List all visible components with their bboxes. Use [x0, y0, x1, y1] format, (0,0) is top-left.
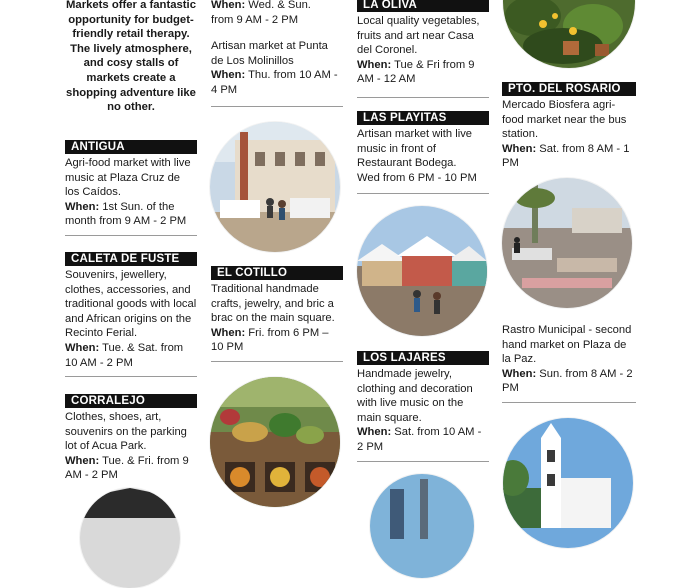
photo-col3-bottom [370, 474, 474, 578]
intro-text: Markets offer a fantastic opportunity for budget-friendly retail therapy. The lively atmosphere, and cosy stalls of markets create a shopping adventure like no other. [66, 0, 196, 114]
photo-flea-market [502, 178, 632, 308]
pto-del-rosario-heading: PTO. DEL ROSARIO [502, 82, 636, 96]
la-oliva-description: Local quality vegetables, fruits and art near Casa del Coronel. [357, 15, 480, 57]
photo-antigua-street [210, 122, 340, 252]
las-playitas-section [357, 111, 489, 194]
caleta-when [65, 341, 197, 370]
los-lajares-section [357, 351, 489, 462]
divider [357, 97, 489, 98]
divider [65, 376, 197, 377]
la-oliva-heading: LA OLIVA [357, 0, 489, 12]
corralejo-when-text: Tue. & Fri. from 9 AM - 2 PM [65, 454, 189, 482]
church-photo-icon [503, 418, 633, 548]
rastro-description: Rastro Municipal - second hand market on Plaza de la Paz. [502, 324, 632, 366]
caleta-heading: CALETA DE FUSTE [65, 252, 197, 266]
caleta-when-text: Tue. & Sat. from 10 AM - 2 PM [65, 341, 184, 369]
antigua-description: Agri-food market with live music at Plaza Cruz de los Caídos. [65, 157, 191, 199]
photo-church [503, 418, 633, 548]
when-label: When: [65, 341, 100, 354]
column-1 [65, 0, 197, 115]
pto-del-rosario-when [502, 142, 636, 171]
las-playitas-heading: LAS PLAYITAS [357, 111, 489, 125]
la-oliva-section [357, 0, 489, 98]
rastro-when [502, 367, 636, 396]
los-lajares-heading: LOS LAJARES [357, 351, 489, 365]
la-oliva-when [357, 58, 489, 87]
el-cotillo-when-text: Fri. from 6 PM – 10 PM [211, 326, 329, 354]
when-label: When: [65, 454, 100, 467]
corralejo-heading: CORRALEJO [65, 394, 197, 408]
molinillos-when [211, 68, 343, 97]
divider [357, 461, 489, 462]
el-cotillo-section [211, 266, 343, 362]
column-2 [211, 0, 343, 107]
top-when-text-2: from 9 AM - 2 PM [211, 13, 299, 26]
rastro-when-text: Sun. from 8 AM - 2 PM [502, 367, 633, 395]
las-playitas-when: Wed from 6 PM - 10 PM [357, 171, 477, 184]
pto-del-rosario-section [502, 82, 636, 171]
when-label: When: [211, 0, 246, 11]
when-label: When: [357, 426, 392, 439]
caleta-description: Souvenirs, jewellery, clothes, accessories, and traditional goods with local and African origins on the Recinto Ferial. [65, 269, 197, 340]
los-lajares-when [357, 425, 489, 454]
divider [502, 402, 636, 403]
antigua-when [65, 200, 197, 229]
when-label: When: [502, 367, 537, 380]
pto-del-rosario-description: Mercado Biosfera agri-food market near the bus station. [502, 99, 627, 141]
divider [357, 193, 489, 194]
el-cotillo-description: Traditional handmade crafts, jewelry, and bric a brac on the main square. [211, 283, 335, 325]
market-tents-photo-icon [357, 206, 487, 336]
plants-photo-icon [503, 0, 635, 68]
top-when [211, 0, 343, 27]
molinillos-description: Artisan market at Punta de Los Molinillos [211, 40, 328, 67]
las-playitas-description: Artisan market with live music in front of Restaurant Bodega. [357, 128, 473, 170]
town-photo-icon [370, 474, 474, 578]
when-label: When: [65, 200, 100, 213]
corralejo-when [65, 454, 197, 483]
photo-produce-stall [210, 377, 340, 507]
flea-market-photo-icon [502, 178, 632, 308]
antigua-section [65, 140, 197, 236]
los-lajares-when-text: Sat. from 10 AM - 2 PM [357, 426, 482, 453]
market-photo-icon [80, 488, 180, 588]
caleta-section [65, 252, 197, 377]
photo-bottom-col1 [80, 488, 180, 588]
los-lajares-description: Handmade jewelry, clothing and decoration with live music on the main square. [357, 368, 473, 424]
when-label: When: [357, 58, 392, 71]
molinillos-when-text: Thu. from 10 AM - 4 PM [211, 69, 338, 96]
pto-del-rosario-when-text: Sat. from 8 AM - 1 PM [502, 142, 630, 170]
when-label: When: [502, 142, 537, 155]
corralejo-section [65, 394, 197, 483]
la-oliva-when-text: Tue & Fri from 9 AM - 12 AM [357, 58, 475, 86]
el-cotillo-heading: EL COTILLO [211, 266, 343, 280]
divider [211, 361, 343, 362]
divider [211, 106, 343, 107]
when-label: When: [211, 326, 246, 339]
photo-market-tents [357, 206, 487, 336]
antigua-heading: ANTIGUA [65, 140, 197, 154]
divider [65, 235, 197, 236]
antigua-when-text: 1st Sun. of the month from 9 AM - 2 PM [65, 200, 187, 228]
market-street-photo-icon [210, 122, 340, 252]
rastro-municipal-section [502, 323, 636, 403]
photo-plants [503, 0, 635, 68]
corralejo-description: Clothes, shoes, art, souvenirs on the parking lot of Acua Park. [65, 411, 187, 453]
top-when-text-1: Wed. & Sun. [248, 0, 311, 11]
el-cotillo-when [211, 326, 343, 355]
produce-stall-photo-icon [210, 377, 340, 507]
when-label: When: [211, 69, 246, 82]
